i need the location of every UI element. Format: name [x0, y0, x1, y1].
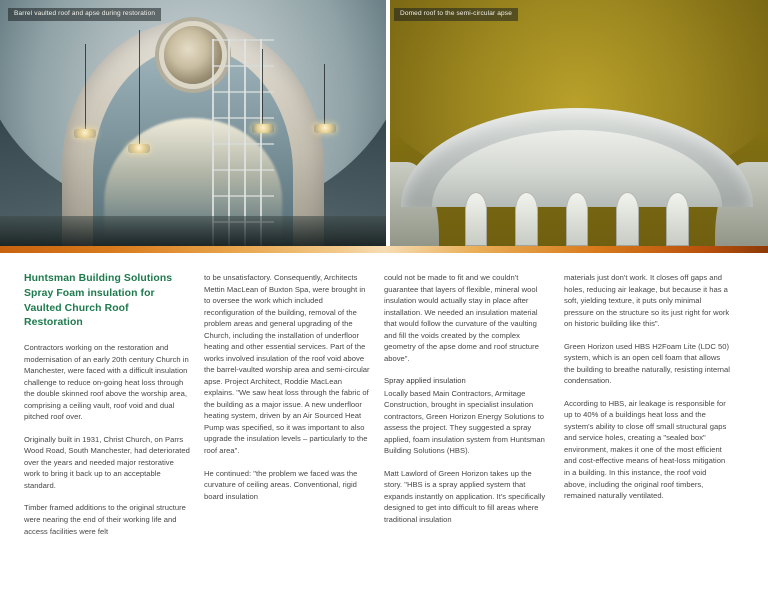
gothic-window: [515, 192, 538, 246]
gothic-window: [465, 192, 488, 246]
photo-left-chandelier: [139, 30, 140, 148]
photo-divider: [386, 0, 390, 246]
article-column-3: [384, 272, 550, 600]
paragraph: According to HBS, air leakage is responsible for up to 40% of a buildings heat loss and the system's ability to close off small structural gaps and service holes, creating a "sealed box" environment, makes it one of the most efficient and cost-effective means of heat-loss mitigation in a building. In this instance, the roof void above, including the original roof timbers, remained naturally ventilated.: [564, 398, 727, 501]
paragraph: Green Horizon used HBS H2Foam Lite (LDC 50) system, which is an open cell foam that allows the building to breathe naturally, resisting internal condensation.: [564, 341, 730, 386]
paragraph: He continued: "the problem we faced was the curvature of ceiling areas. Conventional, rigid board insulation: [204, 468, 358, 501]
article-body: [0, 272, 768, 600]
paragraph: Originally built in 1931, Christ Church, on Parrs Wood Road, South Manchester, had deteriorated over the years and needed major restorative work to bring it back up to an acceptable standard.: [24, 434, 190, 490]
gothic-window: [666, 192, 689, 246]
photo-left-chandelier: [262, 49, 263, 128]
article-column-1: [24, 272, 190, 600]
paragraph: Locally based Main Contractors, Armitage Construction, brought in specialist insulation contractors, Green Horizon Energy Solutions to assess the project. They suggested a spray applied, foam insulation system from Huntsman Building Solutions (HBS).: [384, 388, 545, 456]
paragraph: Matt Lawlord of Green Horizon takes up the story. "HBS is a spray applied system that expands instantly on application. It's specifically designed to get into difficult to fill areas where traditional insulation: [384, 468, 546, 524]
photo-right-gothic-windows: [451, 192, 703, 246]
photo-left-floor: [0, 216, 386, 246]
photo-caption-left: Barrel vaulted roof and apse during restoration: [8, 8, 161, 21]
photo-left-scaffolding: [212, 39, 274, 246]
orange-rule-band: [0, 246, 768, 253]
photo-caption-right: Domed roof to the semi-circular apse: [394, 8, 518, 21]
paragraph: Timber framed additions to the original structure were nearing the end of their working life and access facilities were felt: [24, 503, 186, 536]
photo-barrel-vaulted-roof: [0, 0, 386, 246]
photo-domed-apse-roof: [386, 0, 768, 246]
paragraph: Contractors working on the restoration and modernisation of an early 20th century Church in Manchester, were faced with a difficult insulation challenge to reduce on-going heat loss through the double skinned roof above the worship area, comprising a ceiling vault, roof void and dual pitched roof over.: [24, 343, 189, 422]
article-column-4: [564, 272, 730, 600]
photo-left-chandelier: [85, 44, 86, 133]
section-subheading: Spray applied insulation: [384, 376, 466, 386]
paragraph: materials just don't work. It closes off gaps and holes, reducing air leakage, but because it has a soft, yielding texture, it puts only minimal pressure on the structure so its just right for work on historic building like this".: [564, 273, 730, 329]
photo-band: [0, 0, 768, 246]
article-column-2: [204, 272, 370, 600]
paragraph: could not be made to fit and we couldn't guarantee that layers of flexible, mineral wool insulation would actually stay in place after installation. We needed an insulation material that would follow the curvature of the vaulting and fill the voids created by the complex geometry of the apse dome and roof structure above".: [384, 273, 539, 363]
gothic-window: [616, 192, 639, 246]
photo-left-chandelier: [324, 64, 325, 128]
gothic-window: [566, 192, 589, 246]
page-title: Huntsman Building Solutions Spray Foam insulation for Vaulted Church Roof Restoration: [24, 273, 173, 329]
paragraph: to be unsatisfactory. Consequently, Architects Mettin MacLean of Buxton Spa, were brought in to oversee the work which included reconfiguration of the building, removal of the problem areas and general upgrading of the Church, including the installation of underfloor heating and other essential services. Part of the works involved insulation of the roof void above the barrel-vaulted worship area and semi-circular apse. Project Architect, Roddie MacLean explains. "We saw heat loss through the fabric of the building as a major issue. A new underfloor heating system, driven by an Air Sourced Heat Pump was specified, so it was important to also upgrade the insulation levels – particularly to the roof area".: [204, 273, 370, 455]
